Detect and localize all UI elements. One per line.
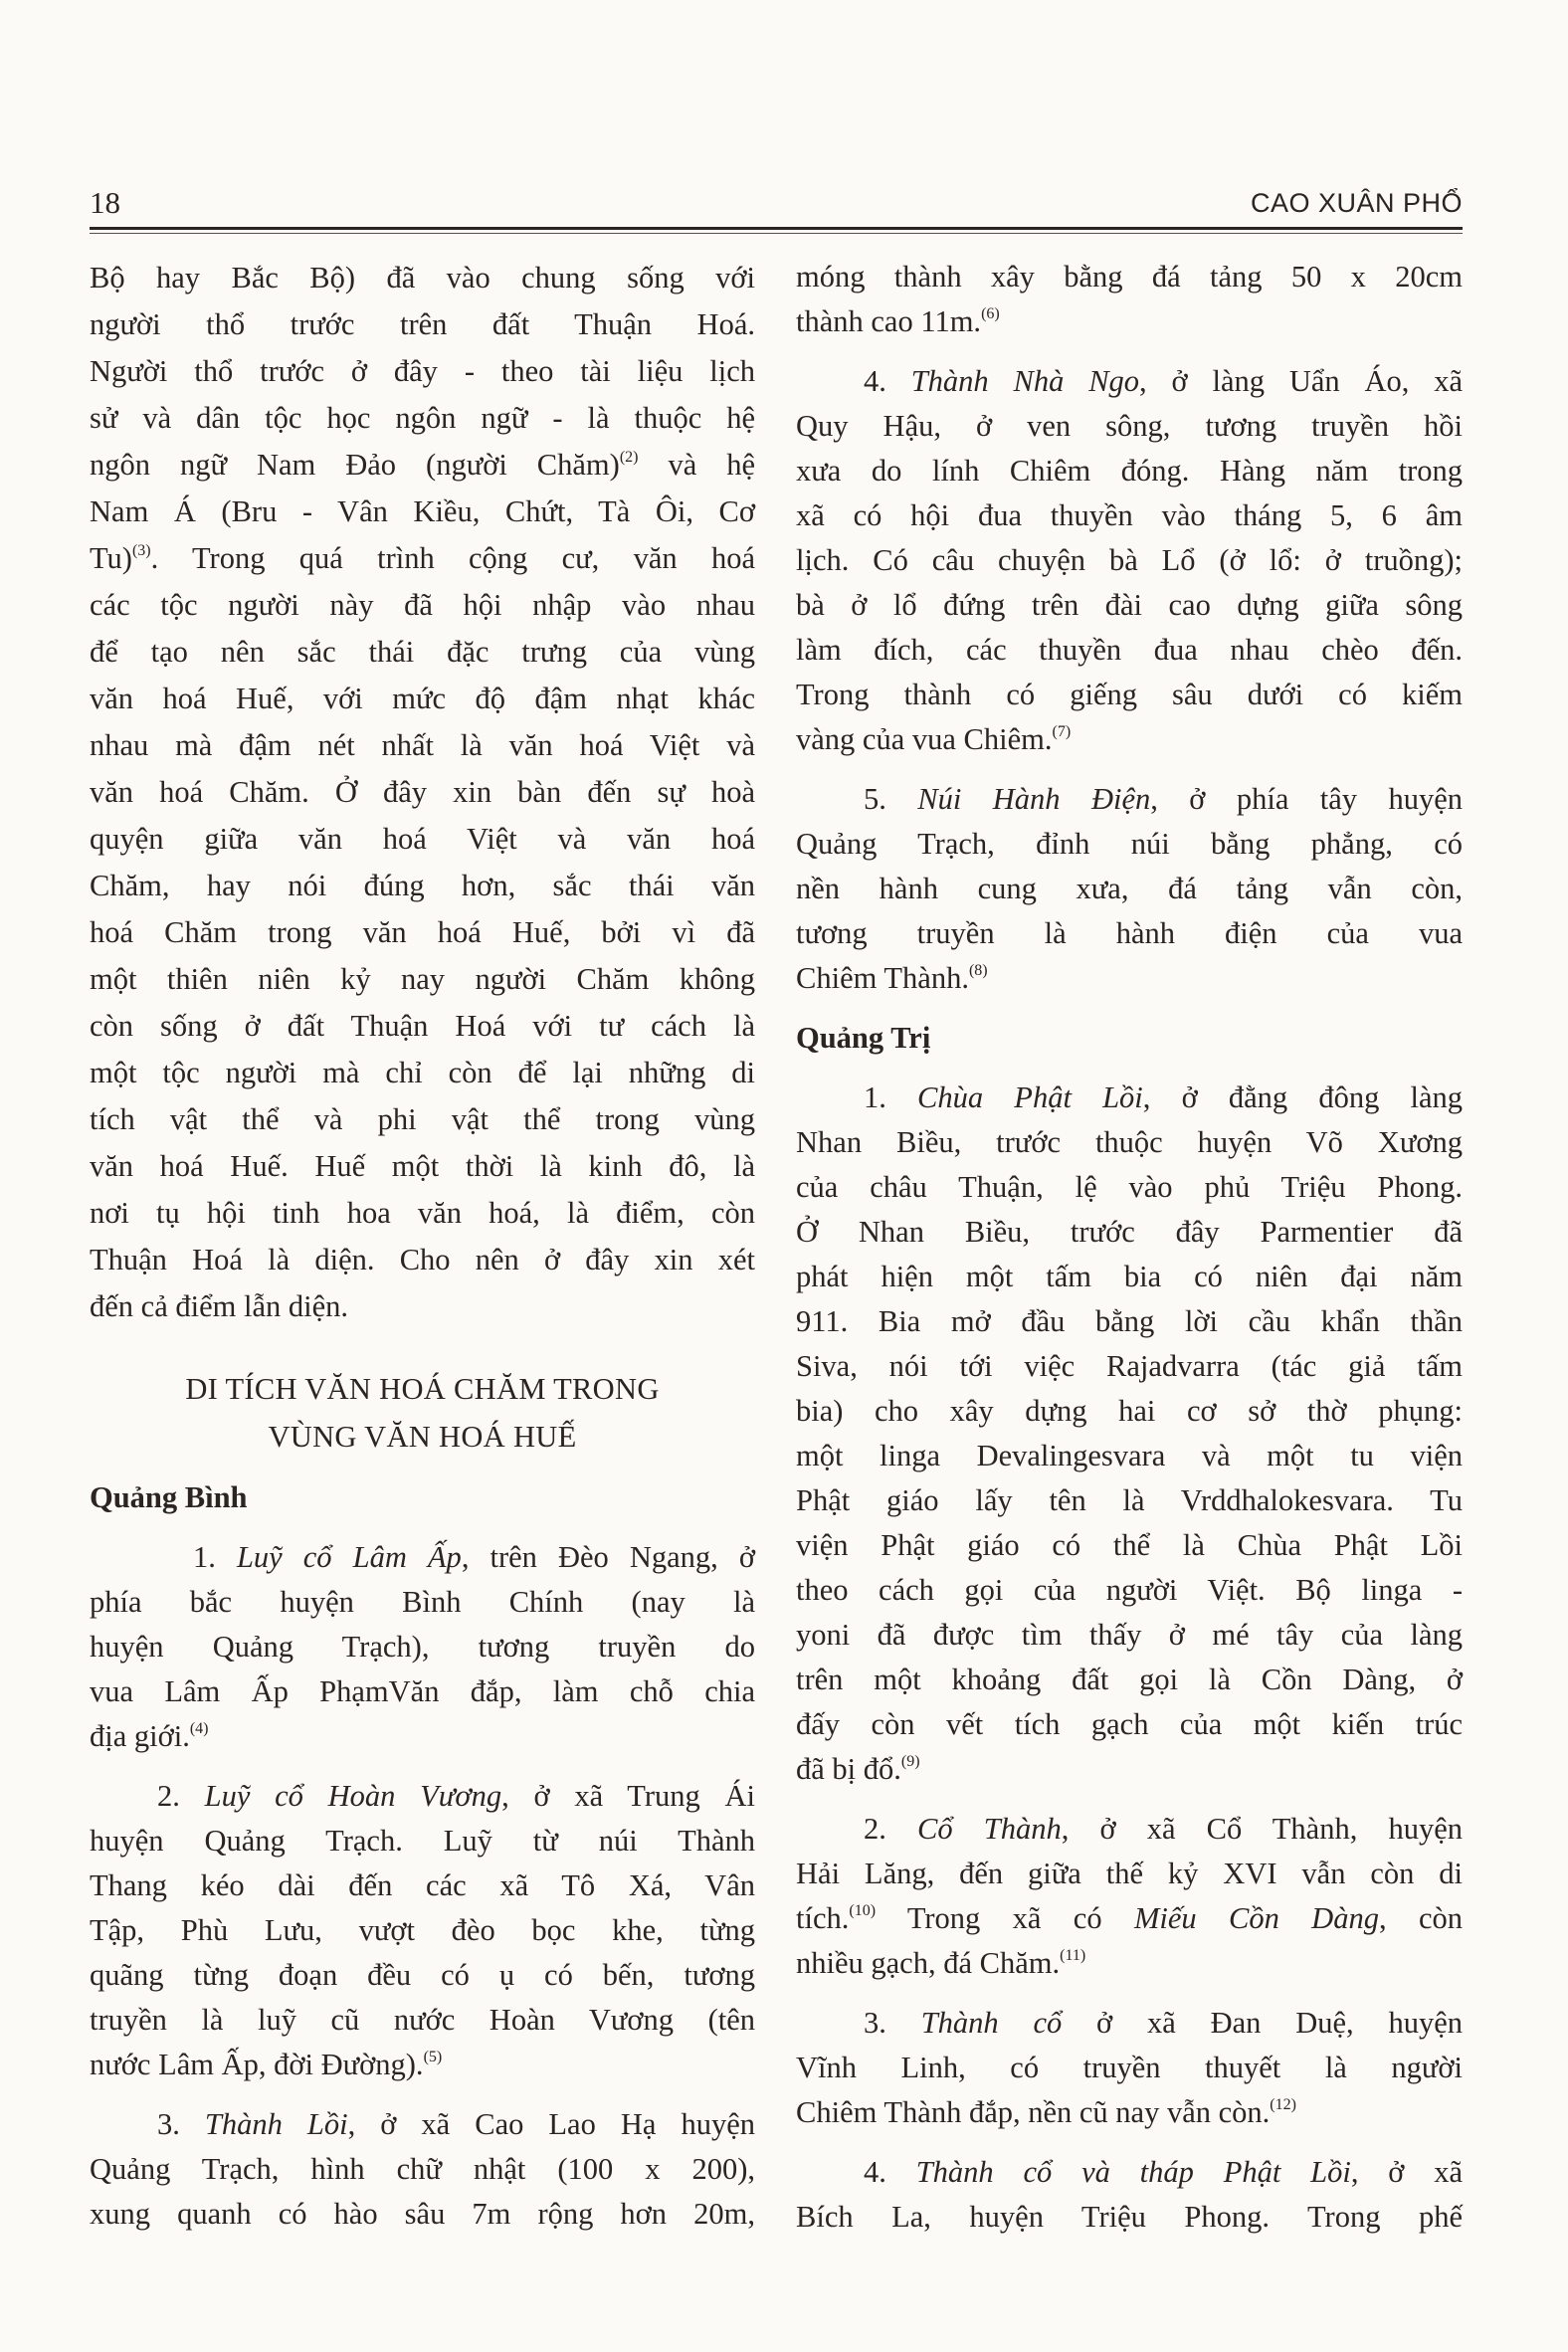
text-line	[796, 1747, 1463, 1792]
text-line	[90, 1190, 755, 1237]
text-run: nhiều gạch, đá Chăm.	[796, 1946, 1061, 1980]
text-line	[90, 1819, 755, 1863]
text-line	[90, 629, 755, 676]
text-run: phía bắc huyện Bình Chính (nay là	[90, 1585, 755, 1619]
text-run: Người thổ trước ở đây - theo tài liệu lịch	[90, 354, 755, 388]
text-line	[90, 1625, 755, 1669]
text-line	[796, 1941, 1463, 1986]
text-run: vàng của vua Chiêm.	[796, 722, 1053, 756]
italic-site-name: Luỹ cổ Lâm Ấp	[236, 1540, 462, 1574]
text-run: Quảng Trạch, hình chữ nhật (100 x 200),	[90, 2152, 755, 2186]
text-line	[90, 2147, 755, 2192]
text-line	[90, 582, 755, 629]
text-run: một thiên niên kỷ nay người Chăm không	[90, 962, 755, 996]
region-subheading: Quảng Trị	[796, 1021, 931, 1055]
text-run: 4.	[864, 364, 911, 398]
text-line	[90, 909, 755, 956]
paragraph	[796, 359, 1463, 762]
text-run: hoá Chăm trong văn hoá Huế, bởi vì đã	[90, 915, 755, 949]
text-line	[796, 1896, 1463, 1941]
text-line	[90, 442, 755, 489]
italic-site-name: Thành cổ	[920, 2006, 1063, 2040]
text-line	[90, 2192, 755, 2237]
footnote-reference: (6)	[981, 305, 1000, 322]
text-line	[90, 1863, 755, 1908]
footnote-reference: (7)	[1052, 723, 1072, 740]
footnote-reference: (5)	[423, 2049, 443, 2065]
italic-site-name: Luỹ cổ Hoàn Vương	[204, 1779, 502, 1813]
text-run: Nhan Biều, trước thuộc huyện Võ Xương	[796, 1125, 1463, 1159]
text-line	[90, 2043, 755, 2087]
footnote-reference: (8)	[968, 962, 988, 979]
running-head-author: CAO XUÂN PHỔ	[1250, 188, 1463, 218]
text-line	[796, 911, 1463, 956]
text-run: viện Phật giáo có thể là Chùa Phật Lồi	[796, 1528, 1463, 1562]
text-run: bia) cho xây dựng hai cơ sở thờ phụng:	[796, 1394, 1463, 1428]
text-run: tích.	[796, 1901, 850, 1935]
text-line	[796, 1165, 1463, 1210]
text-run: một tộc người mà chỉ còn để lại những di	[90, 1056, 755, 1089]
paragraph	[90, 1535, 755, 1759]
text-line	[90, 1003, 755, 1050]
text-run: sử và dân tộc học ngôn ngữ - là thuộc hệ	[90, 401, 755, 435]
footnote-reference: (9)	[900, 1753, 920, 1770]
text-line	[90, 255, 755, 301]
text-run: trên một khoảng đất gọi là Cồn Dàng, ở	[796, 1663, 1463, 1696]
footnote-reference: (2)	[619, 449, 639, 466]
text-run: 2.	[157, 1779, 205, 1813]
text-run: nhau mà đậm nét nhất là văn hoá Việt và	[90, 728, 755, 762]
footnote-reference: (3)	[131, 542, 151, 559]
text-run: nước Lâm Ấp, đời Đường).	[90, 2048, 424, 2081]
text-run: Tập, Phù Lưu, vượt đèo bọc khe, từng	[90, 1913, 755, 1947]
paragraph	[796, 2001, 1463, 2135]
text-run: Hải Lăng, đến giữa thế kỷ XVI vẫn còn di	[796, 1857, 1463, 1890]
text-line	[796, 1076, 1463, 1120]
text-run: còn sống ở đất Thuận Hoá với tư cách là	[90, 1009, 755, 1043]
text-run: , ở xã Cao Lao Hạ huyện	[347, 2107, 755, 2141]
text-line	[90, 1143, 755, 1190]
text-line	[796, 1344, 1463, 1389]
italic-site-name: Thành Lồi	[204, 2107, 348, 2141]
text-line	[796, 493, 1463, 538]
text-run: , ở phía tây huyện	[1150, 782, 1463, 816]
text-run: Siva, nói tới việc Rajadvarra (tác giả tấm	[796, 1349, 1463, 1383]
text-run: thành cao 11m.	[796, 304, 982, 338]
text-run: nền hành cung xưa, đá tảng vẫn còn,	[796, 872, 1463, 905]
text-line	[90, 722, 755, 769]
text-run: Quy Hậu, ở ven sông, tương truyền hồi	[796, 409, 1463, 443]
text-line	[796, 1389, 1463, 1434]
text-line	[796, 299, 1463, 344]
text-line	[90, 1714, 755, 1759]
text-run: Quảng Trạch, đỉnh núi bằng phẳng, có	[796, 827, 1463, 861]
text-run: 3.	[157, 2107, 205, 2141]
text-line	[796, 359, 1463, 404]
text-run: Trong xã có	[876, 1901, 1134, 1935]
text-run: , ở đằng đông làng	[1142, 1080, 1464, 1114]
text-line	[90, 1908, 755, 1953]
text-line	[796, 538, 1463, 583]
text-line	[796, 2001, 1463, 2046]
text-run: 1.	[864, 1080, 918, 1114]
text-run: Thuận Hoá là diện. Cho nên ở đây xin xét	[90, 1243, 755, 1276]
text-line	[796, 1478, 1463, 1523]
text-run: Chiêm Thành đắp, nền cũ nay vẫn còn.	[796, 2095, 1271, 2129]
text-line	[796, 1613, 1463, 1658]
paragraph	[90, 255, 755, 1330]
footnote-reference: (4)	[189, 1720, 209, 1737]
text-run: xung quanh có hào sâu 7m rộng hơn 20m,	[90, 2197, 755, 2231]
text-run: Phật giáo lấy tên là Vrddhalokesvara. Tu	[796, 1483, 1463, 1517]
text-run: theo cách gọi của người Việt. Bộ linga -	[796, 1573, 1463, 1607]
italic-site-name: Miếu Cồn Dàng	[1133, 1901, 1379, 1935]
text-run: Tu)	[90, 541, 132, 575]
text-run: làm đích, các thuyền đua nhau chèo đến.	[796, 633, 1463, 667]
text-line	[796, 404, 1463, 449]
footnote-reference: (10)	[849, 1902, 877, 1919]
text-line	[90, 1050, 755, 1096]
paragraph	[90, 1774, 755, 2087]
text-line	[796, 1658, 1463, 1702]
text-run: truyền là luỹ cũ nước Hoàn Vương (tên	[90, 2003, 755, 2037]
text-line	[90, 348, 755, 395]
paragraph	[90, 2102, 755, 2237]
paragraph	[796, 255, 1463, 344]
text-line	[796, 1434, 1463, 1478]
text-run: người thổ trước trên đất Thuận Hoá.	[90, 307, 755, 341]
text-run: để tạo nên sắc thái đặc trưng của vùng	[90, 635, 755, 669]
text-line	[796, 1568, 1463, 1613]
text-run: tương truyền là hành điện của vua	[796, 916, 1463, 950]
text-run: , ở xã Trung Ái	[501, 1779, 755, 1813]
text-run: Ở Nhan Biều, trước đây Parmentier đã	[796, 1215, 1463, 1249]
text-line	[796, 956, 1463, 1001]
text-run: ở xã Đan Duệ, huyện	[1062, 2006, 1463, 2040]
italic-site-name: Cổ Thành	[917, 1812, 1062, 1846]
text-run: văn hoá Huế, với mức độ đậm nhạt khác	[90, 682, 755, 715]
text-line	[796, 2046, 1463, 2090]
text-line	[90, 676, 755, 722]
text-run: 4.	[864, 2155, 916, 2189]
text-line	[796, 1120, 1463, 1165]
text-run: văn hoá Chăm. Ở đây xin bàn đến sự hoà	[90, 775, 755, 809]
text-run: đến cả điểm lẫn diện.	[90, 1289, 348, 1323]
page-number: 18	[90, 185, 120, 220]
footnote-reference: (12)	[1270, 2096, 1296, 2113]
text-line	[796, 777, 1463, 822]
section-heading-line: VÙNG VĂN HOÁ HUẾ	[268, 1420, 577, 1454]
text-line	[796, 1852, 1463, 1896]
text-line	[796, 1702, 1463, 1747]
text-run: móng thành xây bằng đá tảng 50 x 20cm	[796, 260, 1463, 294]
text-run: , ở xã	[1350, 2155, 1463, 2189]
text-run: đã bị đổ.	[796, 1752, 901, 1786]
text-run: 5.	[864, 782, 918, 816]
text-run: xưa do lính Chiêm đóng. Hàng năm trong	[796, 454, 1463, 488]
text-line	[90, 769, 755, 816]
text-run: nơi tụ hội tinh hoa văn hoá, là điểm, còn	[90, 1196, 755, 1230]
text-line	[90, 2102, 755, 2147]
text-line	[796, 1807, 1463, 1852]
text-run: yoni đã được tìm thấy ở mé tây của làng	[796, 1618, 1463, 1652]
text-run: Trong thành có giếng sâu dưới có kiếm	[796, 678, 1463, 711]
text-line	[796, 255, 1463, 299]
text-line	[90, 1669, 755, 1714]
footnote-reference: (11)	[1060, 1947, 1086, 1964]
text-run: 1.	[193, 1540, 237, 1574]
text-line	[796, 2150, 1463, 2195]
text-run: 3.	[864, 2006, 921, 2040]
text-run: lịch. Có câu chuyện bà Lổ (ở lổ: ở truồng);	[796, 543, 1463, 577]
right-text-column	[796, 255, 1463, 2240]
text-line	[90, 1998, 755, 2043]
section-heading	[90, 1365, 755, 1461]
text-line	[90, 1283, 755, 1330]
text-run: Vĩnh Linh, có truyền thuyết là người	[796, 2051, 1463, 2084]
text-run: đấy còn vết tích gạch của một kiến trúc	[796, 1707, 1463, 1741]
section-heading-line: DI TÍCH VĂN HOÁ CHĂM TRONG	[185, 1372, 660, 1406]
text-run: địa giới.	[90, 1719, 190, 1753]
text-run: vua Lâm Ấp PhạmVăn đắp, làm chỗ chia	[90, 1674, 755, 1708]
text-line	[796, 822, 1463, 867]
text-run: huyện Quảng Trạch), tương truyền do	[90, 1630, 755, 1664]
header-rule-thick	[90, 227, 1463, 230]
text-run: xã có hội đua thuyền vào tháng 5, 6 âm	[796, 498, 1463, 532]
text-run: bà ở lổ đứng trên đài cao dựng giữa sông	[796, 588, 1463, 622]
text-run: Thang kéo dài đến các xã Tô Xá, Vân	[90, 1868, 755, 1902]
text-line	[796, 1523, 1463, 1568]
text-run: Bộ hay Bắc Bộ) đã vào chung sống với	[90, 261, 755, 294]
text-run: huyện Quảng Trạch. Luỹ từ núi Thành	[90, 1824, 755, 1858]
italic-site-name: Chùa Phật Lồi	[917, 1080, 1143, 1114]
text-run: của châu Thuận, lệ vào phủ Triệu Phong.	[796, 1170, 1463, 1204]
text-line	[90, 489, 755, 535]
text-line	[90, 956, 755, 1003]
italic-site-name: Núi Hành Điện	[917, 782, 1151, 816]
paragraph	[796, 1807, 1463, 1986]
paragraph	[796, 777, 1463, 1001]
text-line	[90, 1535, 755, 1580]
text-line	[796, 673, 1463, 717]
text-line	[796, 628, 1463, 673]
text-run: 2.	[864, 1812, 918, 1846]
text-run: 911. Bia mở đầu bằng lời cầu khẩn thần	[796, 1304, 1463, 1338]
text-run: ngôn ngữ Nam Đảo (người Chăm)	[90, 448, 620, 482]
italic-site-name: Thành Nhà Ngo	[910, 364, 1140, 398]
text-run: Chiêm Thành.	[796, 961, 969, 995]
text-run: Chăm, hay nói đúng hơn, sắc thái văn	[90, 869, 755, 902]
text-run: quyện giữa văn hoá Việt và văn hoá	[90, 822, 755, 856]
text-line	[90, 1953, 755, 1998]
text-line	[90, 395, 755, 442]
text-run: . Trong quá trình cộng cư, văn hoá	[150, 541, 755, 575]
text-line	[90, 301, 755, 348]
paragraph	[796, 2150, 1463, 2240]
text-line	[796, 1255, 1463, 1299]
text-line	[796, 2090, 1463, 2135]
header-rule-thin	[90, 233, 1463, 234]
text-line	[90, 1580, 755, 1625]
left-text-column	[90, 255, 755, 2237]
text-run: Nam Á (Bru - Vân Kiều, Chứt, Tà Ôi, Cơ	[90, 494, 755, 528]
text-line	[796, 867, 1463, 911]
paragraph	[796, 1076, 1463, 1792]
text-run: , ở xã Cổ Thành, huyện	[1061, 1812, 1464, 1846]
text-run: phát hiện một tấm bia có niên đại năm	[796, 1260, 1463, 1293]
italic-site-name: Thành cổ và tháp Phật Lồi	[915, 2155, 1351, 2189]
text-run: tích vật thể và phi vật thể trong vùng	[90, 1102, 755, 1136]
text-run: một linga Devalingesvara và một tu viện	[796, 1439, 1463, 1472]
text-line	[796, 1299, 1463, 1344]
text-run: Bích La, huyện Triệu Phong. Trong phế	[796, 2200, 1463, 2234]
region-subheading: Quảng Bình	[90, 1480, 248, 1514]
text-line	[796, 1210, 1463, 1255]
text-run: , trên Đèo Ngang, ở	[461, 1540, 755, 1574]
text-line	[90, 816, 755, 863]
text-line	[796, 449, 1463, 493]
text-line	[90, 535, 755, 582]
text-line	[796, 2195, 1463, 2240]
text-run: các tộc người này đã hội nhập vào nhau	[90, 588, 755, 622]
text-run: , ở làng Uẩn Áo, xã	[1139, 364, 1463, 398]
text-line	[90, 1237, 755, 1283]
text-run: và hệ	[638, 448, 755, 482]
text-line	[796, 583, 1463, 628]
text-line	[796, 717, 1463, 762]
text-line	[90, 1096, 755, 1143]
text-run: quãng từng đoạn đều có ụ có bến, tương	[90, 1958, 755, 1992]
text-run: văn hoá Huế. Huế một thời là kinh đô, là	[90, 1149, 755, 1183]
text-line	[90, 1774, 755, 1819]
text-run: , còn	[1378, 1901, 1463, 1935]
text-line	[90, 863, 755, 909]
